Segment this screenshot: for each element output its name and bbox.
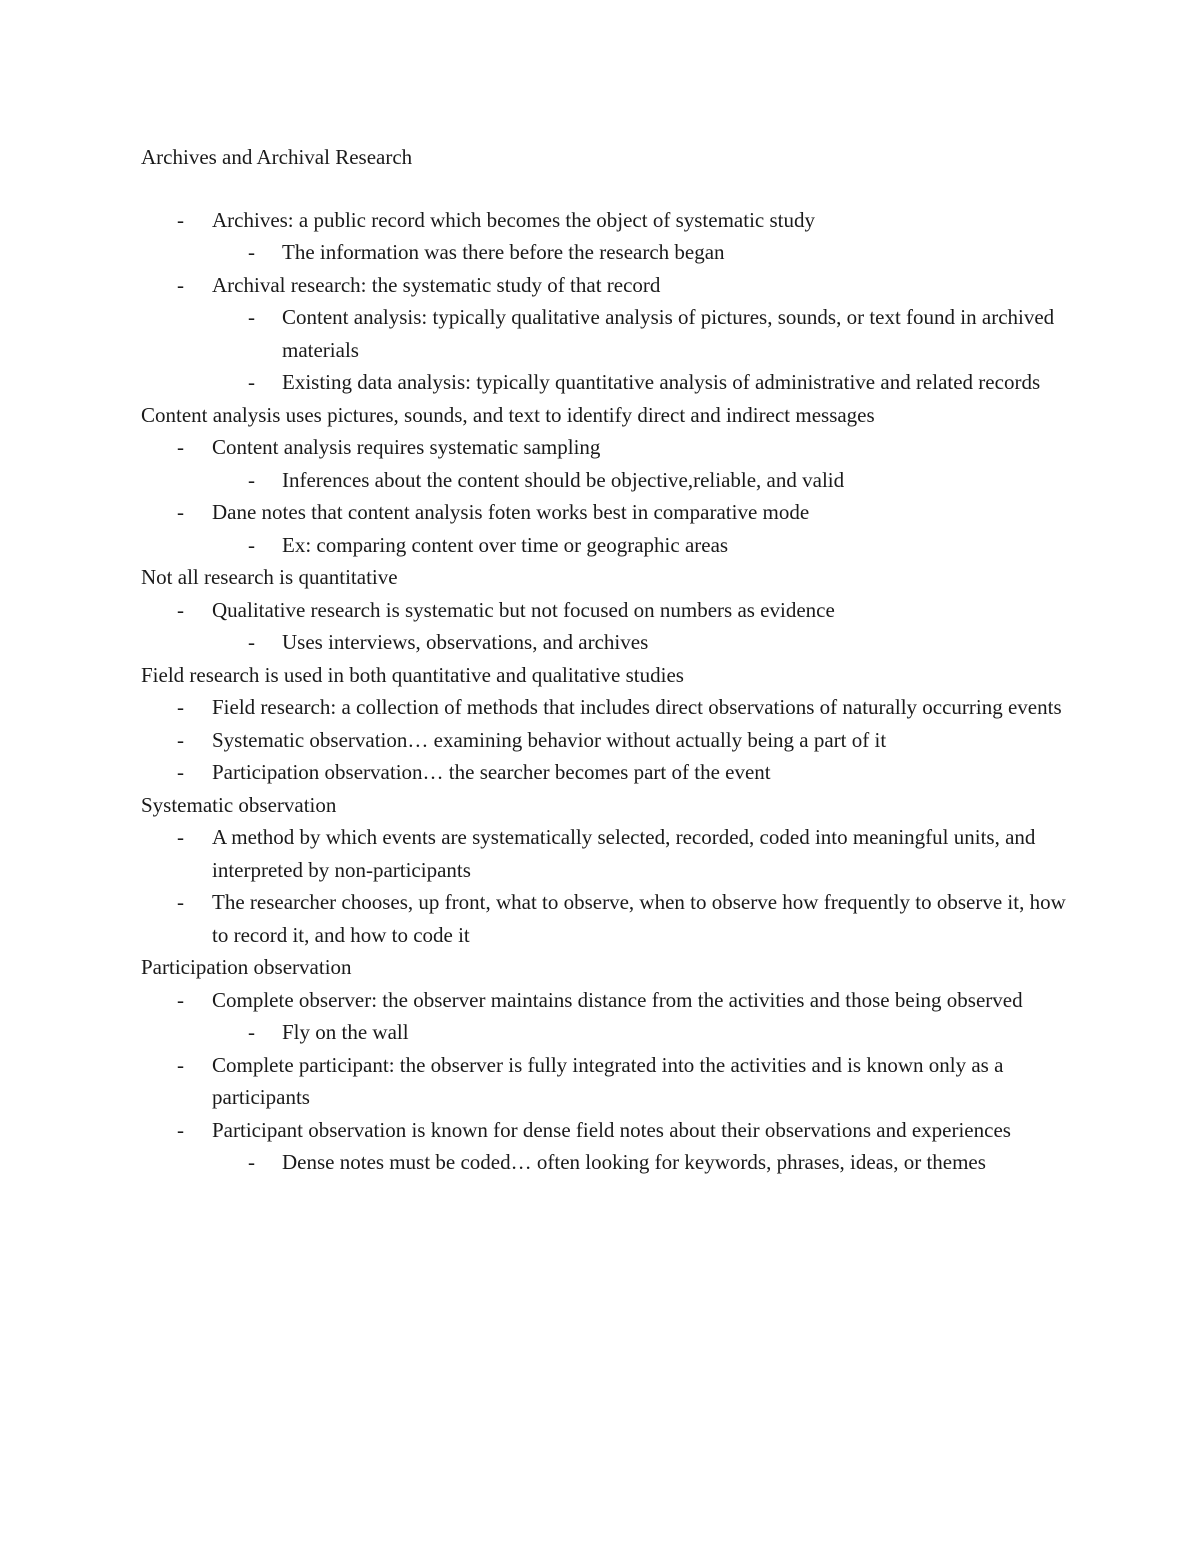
sub-bullet-item <box>141 464 1071 497</box>
sub-bullet-item <box>141 529 1071 562</box>
bullet-text: Inferences about the content should be objective,reliable, and valid <box>282 467 845 492</box>
bullet-text: Content analysis requires systematic sampling <box>212 435 601 459</box>
dash-bullet-icon: - <box>177 1117 184 1142</box>
dash-bullet-icon: - <box>248 467 255 492</box>
document-title: Archives and Archival Research <box>141 145 413 169</box>
bullet-text: Participant observation is known for dense field notes about their observations and experiences <box>212 1117 1011 1142</box>
section-heading: Field research is used in both quantitative and qualitative studies <box>141 662 684 687</box>
bullet-text: Systematic observation… examining behavior without actually being a part of it <box>212 727 887 752</box>
dash-bullet-icon: - <box>177 825 184 849</box>
notes-section <box>141 561 1071 659</box>
dash-bullet-icon: - <box>177 987 184 1012</box>
sub-bullet-item <box>141 301 1071 366</box>
notes-sections <box>141 204 1071 1179</box>
bullet-text: Archives: a public record which becomes the object of systematic study <box>212 207 815 232</box>
dash-bullet-icon: - <box>177 500 184 524</box>
section-heading: Content analysis uses pictures, sounds, and text to identify direct and indirect messages <box>141 402 875 427</box>
section-heading: Not all research is quantitative <box>141 565 398 589</box>
dash-bullet-icon: - <box>177 435 184 459</box>
bullet-text: Fly on the wall <box>282 1020 409 1044</box>
sub-bullet-item <box>141 366 1071 399</box>
dash-bullet-icon: - <box>177 207 184 232</box>
bullet-item <box>141 724 1071 757</box>
bullet-text: Archival research: the systematic study of that record <box>212 272 661 297</box>
section-heading: Systematic observation <box>141 792 337 817</box>
bullet-text: The researcher chooses, up front, what to observe, when to observe how frequently to observe it, how to record it, and how to code it <box>212 890 1066 947</box>
bullet-text: Uses interviews, observations, and archives <box>282 630 649 654</box>
section-heading: Participation observation <box>141 955 352 979</box>
bullet-list <box>141 691 1071 789</box>
dash-bullet-icon: - <box>177 890 184 914</box>
bullet-item <box>141 984 1071 1017</box>
bullet-list <box>141 984 1071 1179</box>
notes-section <box>141 659 1071 789</box>
dash-bullet-icon: - <box>248 305 255 329</box>
notes-section <box>141 204 1071 399</box>
bullet-item <box>141 1114 1071 1147</box>
dash-bullet-icon: - <box>177 1052 184 1077</box>
bullet-text: Dense notes must be coded… often looking for keywords, phrases, ideas, or themes <box>282 1150 986 1174</box>
bullet-item <box>141 269 1071 302</box>
bullet-text: Participation observation… the searcher becomes part of the event <box>212 760 771 784</box>
sub-bullet-item <box>141 626 1071 659</box>
sub-bullet-item <box>141 236 1071 269</box>
bullet-text: Ex: comparing content over time or geographic areas <box>282 532 729 557</box>
dash-bullet-icon: - <box>248 532 255 557</box>
sub-bullet-item <box>141 1146 1071 1179</box>
bullet-list <box>141 431 1071 561</box>
notes-section <box>141 789 1071 952</box>
bullet-list <box>141 204 1071 399</box>
bullet-text: Content analysis: typically qualitative analysis of pictures, sounds, or text found in archived materials <box>282 305 1055 362</box>
bullet-item <box>141 594 1071 627</box>
dash-bullet-icon: - <box>248 370 255 394</box>
bullet-list <box>141 594 1071 659</box>
dash-bullet-icon: - <box>248 240 255 264</box>
bullet-item <box>141 886 1071 951</box>
dash-bullet-icon: - <box>177 272 184 297</box>
bullet-item <box>141 204 1071 237</box>
dash-bullet-icon: - <box>248 1150 255 1174</box>
dash-bullet-icon: - <box>177 695 184 719</box>
bullet-item <box>141 756 1071 789</box>
dash-bullet-icon: - <box>177 597 184 622</box>
dash-bullet-icon: - <box>248 630 255 654</box>
notes-section <box>141 399 1071 562</box>
dash-bullet-icon: - <box>177 727 184 752</box>
bullet-text: Qualitative research is systematic but not focused on numbers as evidence <box>212 597 835 622</box>
bullet-item <box>141 691 1071 724</box>
bullet-text: Complete participant: the observer is fully integrated into the activities and is known only as a participants <box>212 1052 1004 1109</box>
bullet-list <box>141 821 1071 951</box>
bullet-text: Dane notes that content analysis foten works best in comparative mode <box>212 500 810 524</box>
bullet-text: Field research: a collection of methods that includes direct observations of naturally occurring events <box>212 695 1062 719</box>
bullet-item <box>141 1049 1071 1114</box>
bullet-text: A method by which events are systematically selected, recorded, coded into meaningful units, and interpreted by non-participants <box>212 825 1036 882</box>
bullet-item <box>141 431 1071 464</box>
bullet-text: Existing data analysis: typically quantitative analysis of administrative and related records <box>282 370 1041 394</box>
bullet-text: Complete observer: the observer maintains distance from the activities and those being observed <box>212 987 1023 1012</box>
bullet-text: The information was there before the research began <box>282 240 725 264</box>
bullet-item <box>141 496 1071 529</box>
dash-bullet-icon: - <box>177 760 184 784</box>
document-body <box>141 141 1071 1179</box>
bullet-item <box>141 821 1071 886</box>
dash-bullet-icon: - <box>248 1020 255 1044</box>
notes-section <box>141 951 1071 1179</box>
sub-bullet-item <box>141 1016 1071 1049</box>
